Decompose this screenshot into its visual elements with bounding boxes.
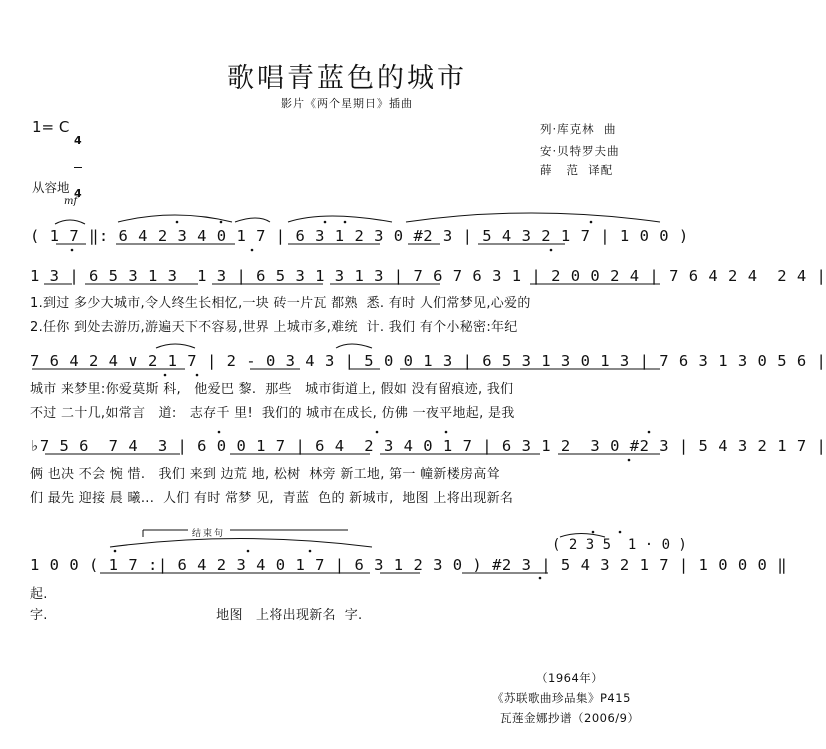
lyricist-credit: 安·贝特罗夫曲: [540, 144, 620, 158]
notation-line-4: ♭7 5 6 7 4 3 | 6 0 0 1 7 | 6 4 2 3 4 0 1 7 | 6 3 1 2 3 0 #2 3 | 5 4 3 2 1 7 |: [30, 437, 826, 455]
slur: [336, 344, 372, 348]
tie: [110, 539, 372, 548]
octave-dot: [628, 459, 631, 462]
lyric-line-4-verse-2: 们 最先 迎接 晨 曦... 人们 有时 常梦 见, 青蓝 色的 新城市, 地图 上将出现新名: [30, 491, 514, 506]
key-signature: 1= C: [32, 118, 70, 136]
tie: [118, 215, 232, 222]
octave-dot: [220, 221, 223, 224]
octave-dot: [247, 550, 250, 553]
octave-dot: [590, 221, 593, 224]
octave-dot: [376, 431, 379, 434]
song-title: 歌唱青蓝色的城市: [227, 63, 467, 94]
notation-line-2: 1 3 | 6 5 3 1 3 1 3 | 6 5 3 1 3 1 3 | 7 6 7 6 3 1 | 2 0 0 2 4 | 7 6 4 2 4 2 4 |: [30, 267, 826, 285]
octave-dot: [251, 249, 254, 252]
octave-dot: [445, 431, 448, 434]
lyric-line-4-verse-1: 俩 也决 不会 惋 惜. 我们 来到 边荒 地, 松树 林旁 新工地, 第一 幢新楼房高耸: [30, 467, 500, 482]
song-subtitle: 影片《两个星期日》插曲: [281, 97, 413, 110]
octave-dot: [619, 531, 622, 534]
lyric-line-5-verse-1: 起.: [30, 587, 48, 602]
notation-line-5: 1 0 0 ( 1 7 :| 6 4 2 3 4 0 1 7 | 6 3 1 2 3 0 ) #2 3 | 5 4 3 2 1 7 | 1 0 0 0 ‖: [30, 556, 788, 574]
lyric-line-3-verse-1: 城市 来梦里:你爱莫斯 科, 他爱巴 黎. 那些 城市街道上, 假如 没有留痕迹, 我们: [30, 382, 514, 397]
octave-dot: [114, 550, 117, 553]
octave-dot: [648, 431, 651, 434]
octave-dot: [324, 221, 327, 224]
footer-year: （1964年）: [536, 671, 604, 685]
notation-line-3: 7 6 4 2 4 ∨ 2 1 7 | 2 - 0 3 4 3 | 5 0 0 1 3 | 6 5 3 1 3 0 1 3 | 7 6 3 1 3 0 5 6 |: [30, 352, 826, 370]
coda-notes: ( 2 3 5 1 · 0 ): [552, 537, 687, 553]
time-signature-top: 4: [74, 134, 82, 147]
tempo-marking: 从容地: [32, 180, 70, 195]
time-signature-bottom: 4: [74, 187, 82, 200]
octave-dot: [309, 550, 312, 553]
octave-dot: [550, 249, 553, 252]
slur: [560, 534, 605, 538]
translator-credit: 薛 范 译配: [540, 163, 614, 177]
tie: [406, 213, 660, 222]
notation-line-1: ( 1 7 ‖: 6 4 2 3 4 0 1 7 | 6 3 1 2 3 0 #2 3 | 5 4 3 2 1 7 | 1 0 0 ): [30, 227, 689, 245]
tie: [235, 218, 270, 222]
tie: [156, 344, 195, 348]
octave-dot: [539, 577, 542, 580]
tie: [288, 216, 392, 222]
octave-dot: [71, 249, 74, 252]
composer-credit: 列·库克林 曲: [540, 122, 617, 136]
octave-dot: [164, 374, 167, 377]
octave-dot: [592, 531, 595, 534]
octave-dot: [176, 221, 179, 224]
ending-label: 结束句: [192, 529, 226, 539]
slur: [55, 220, 85, 224]
lyric-line-2-verse-2: 2.任你 到处去游历,游遍天下不容易,世界 上城市多,难统 计. 我们 有个小秘密:年纪: [30, 320, 518, 335]
octave-dot: [344, 221, 347, 224]
octave-dot: [196, 374, 199, 377]
lyric-line-3-verse-2: 不过 二十几,如常言 道: 志存千 里! 我们的 城市在成长, 仿佛 一夜平地起, 是我: [30, 406, 515, 421]
lyric-line-2-verse-1: 1.到过 多少大城市,令人终生长相忆,一块 砖一片瓦 都熟 悉. 有时 人们常梦见,心爱的: [30, 296, 531, 311]
footer-source: 《苏联歌曲珍品集》P415: [492, 691, 631, 705]
dynamic-marking: mf: [64, 196, 78, 207]
octave-dot: [218, 431, 221, 434]
footer-transcriber: 瓦莲金娜抄谱（2006/9）: [500, 711, 640, 725]
lyric-line-5-verse-2: 字. 地图 上将出现新名 字.: [30, 608, 363, 623]
